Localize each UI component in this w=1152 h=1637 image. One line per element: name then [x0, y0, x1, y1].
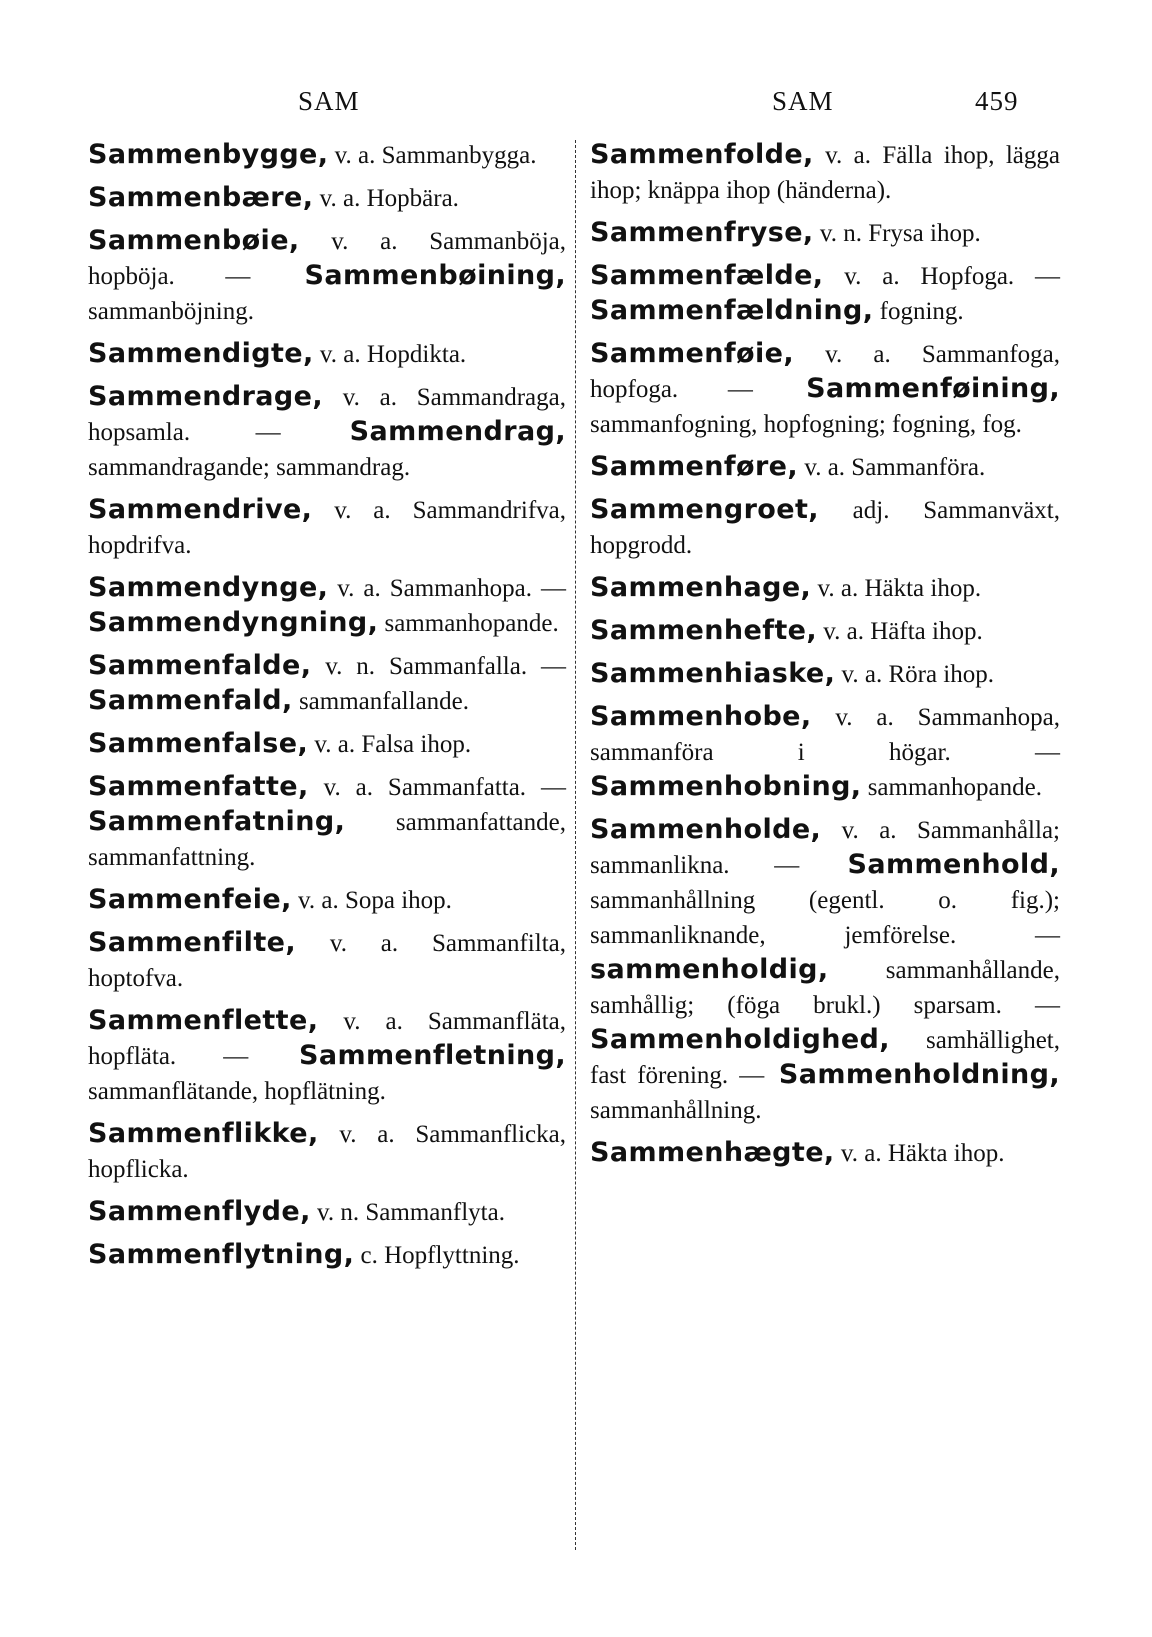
headword: Sammenfalse, — [88, 728, 309, 759]
headword: Sammenføining, — [752, 373, 1060, 404]
headword: Sammenfilte, — [88, 927, 296, 958]
headword: Sammenhobe, — [590, 701, 812, 732]
dictionary-entry — [590, 657, 1060, 692]
headword: Sammenbygge, — [88, 139, 329, 170]
dictionary-entry — [590, 700, 1060, 805]
headword: Sammenfolde, — [590, 139, 814, 170]
definition-text: v. a. Sammandrifva, hopdrifva. — [88, 497, 566, 559]
dictionary-entry — [88, 571, 566, 641]
dictionary-entry — [590, 614, 1060, 649]
dictionary-entry — [590, 138, 1060, 208]
dictionary-entry — [590, 571, 1060, 606]
definition-text: v. a. Röra ihop. — [835, 661, 994, 688]
headword: Sammenbøining, — [250, 260, 567, 291]
headword: Sammenføre, — [590, 451, 799, 482]
headword: Sammenhefte, — [590, 615, 818, 646]
headword: Sammendrive, — [88, 494, 313, 525]
headword: Sammenflyde, — [88, 1196, 311, 1227]
definition-text: fogning. — [873, 298, 964, 325]
dictionary-entry — [590, 1136, 1060, 1171]
definition-text: v. n. Frysa ihop. — [813, 220, 981, 247]
headword: Sammenføie, — [590, 338, 794, 369]
definition-text: c. Hopflyttning. — [354, 1242, 520, 1269]
dictionary-entry — [590, 493, 1060, 563]
dictionary-entry — [88, 1004, 566, 1109]
headword: Sammenbøie, — [88, 225, 300, 256]
definition-text: sammanflätande, hopflätning. — [88, 1078, 386, 1105]
definition-text: v. a. Sammanfilta, hoptofva. — [88, 930, 566, 992]
definition-text: sammanfogning, hopfogning; fogning, fog. — [590, 411, 1022, 438]
definition-text: v. a. Sammanfoga, hopfoga. — — [590, 341, 1060, 403]
definition-text: v. a. Fälla ihop, lägga ihop; knäppa ihop (händerna). — [590, 142, 1060, 204]
dictionary-entry — [88, 727, 566, 762]
headword: Sammendrag, — [280, 416, 566, 447]
definition-text: sammanhopande. — [861, 774, 1042, 801]
headword: Sammenholdning, — [764, 1059, 1061, 1090]
headword: Sammenfeie, — [88, 884, 292, 915]
dictionary-entry — [88, 138, 566, 173]
headword: Sammenholdighed, — [590, 1024, 890, 1055]
page-number: 459 — [975, 86, 1019, 116]
dictionary-entry — [590, 337, 1060, 442]
definition-text: v. a. Sammanböja, hopböja. — — [88, 228, 566, 290]
headword: Sammenhage, — [590, 572, 812, 603]
dictionary-entry — [590, 450, 1060, 485]
definition-text: v. a. Sammanbygga. — [328, 142, 537, 169]
dictionary-entry — [88, 224, 566, 329]
dictionary-entry — [88, 493, 566, 563]
dictionary-entry — [590, 216, 1060, 251]
dictionary-entry — [88, 1195, 566, 1230]
definition-text: sammanböjning. — [88, 298, 254, 325]
definition-text: v. a. Häkta ihop. — [811, 575, 982, 602]
dictionary-entry — [88, 181, 566, 216]
headword: Sammendyngning, — [88, 607, 379, 638]
definition-text: v. a. Häfta ihop. — [817, 618, 983, 645]
definition-text: v. a. Sammanhopa, sammanföra i högar. — — [590, 704, 1060, 766]
headword: Sammenfalde, — [88, 650, 312, 681]
dictionary-entry — [88, 926, 566, 996]
definition-text: v. a. Sammanfläta, hopfläta. — — [88, 1008, 566, 1070]
definition-text: sammanfallande. — [292, 688, 470, 715]
dictionary-entry — [88, 337, 566, 372]
definition-text: v. a. Hopbära. — [313, 185, 459, 212]
headword: Sammenfælde, — [590, 260, 824, 291]
headword: Sammenflette, — [88, 1005, 319, 1036]
headword: Sammendynge, — [88, 572, 329, 603]
headword: Sammenfald, — [88, 685, 293, 716]
definition-text: v. a. Sammanflicka, hopflicka. — [88, 1121, 566, 1183]
definition-text: sammandragande; sammandrag. — [88, 454, 411, 481]
headword: Sammenhobning, — [590, 771, 862, 802]
headword: Sammengroet, — [590, 494, 819, 525]
definition-text: v. n. Sammanflyta. — [310, 1199, 505, 1226]
headword: Sammenfældning, — [590, 295, 874, 326]
definition-text: v. a. Sammanhålla; sammanlikna. — — [590, 817, 1060, 879]
right-column — [590, 138, 1060, 1179]
headword: Sammenhægte, — [590, 1137, 835, 1168]
definition-text: sammanfattande, sammanfattning. — [88, 809, 566, 871]
definition-text: v. a. Häkta ihop. — [834, 1140, 1005, 1167]
dictionary-entry — [88, 649, 566, 719]
headword: Sammenfletning, — [248, 1040, 566, 1071]
definition-text: v. a. Hopdikta. — [313, 341, 467, 368]
definition-text: sammanhållning. — [590, 1097, 762, 1124]
left-column — [88, 138, 566, 1281]
column-divider — [575, 140, 576, 1550]
definition-text: sammanhållning (egentl. o. fig.); sammanliknande, jemförelse. — — [590, 887, 1060, 949]
definition-text: v. n. Sammanfalla. — — [311, 653, 566, 680]
dictionary-entry — [590, 259, 1060, 329]
definition-text: v. a. Hopfoga. — — [823, 263, 1060, 290]
dictionary-entry — [88, 770, 566, 875]
headword: Sammenfryse, — [590, 217, 814, 248]
headword: Sammenhiaske, — [590, 658, 836, 689]
definition-text: sammanhållande, samhållig; (föga brukl.) sparsam. — — [590, 957, 1060, 1019]
right-guide-word: SAM — [772, 86, 834, 116]
definition-text: adj. Sammanväxt, hopgrodd. — [590, 497, 1060, 559]
dictionary-entry — [88, 1238, 566, 1273]
definition-text: samhällighet, fast förening. — — [590, 1027, 1060, 1089]
headword: sammenholdig, — [590, 954, 829, 985]
definition-text: v. a. Sammanhopa. — — [328, 575, 566, 602]
headword: Sammenholde, — [590, 814, 822, 845]
headword: Sammenflytning, — [88, 1239, 355, 1270]
dictionary-entry — [88, 380, 566, 485]
definition-text: v. a. Sammandraga, hopsamla. — — [88, 384, 566, 446]
headword: Sammenfatning, — [88, 806, 346, 837]
dictionary-entry — [88, 1117, 566, 1187]
headword: Sammenfatte, — [88, 771, 309, 802]
definition-text: sammanhopande. — [378, 610, 559, 637]
definition-text: v. a. Sammanföra. — [798, 454, 986, 481]
headword: Sammenhold, — [799, 849, 1060, 880]
left-guide-word: SAM — [298, 86, 360, 116]
headword: Sammendigte, — [88, 338, 314, 369]
definition-text: v. a. Sammanfatta. — — [308, 774, 566, 801]
dictionary-entry — [590, 813, 1060, 1128]
headword: Sammendrage, — [88, 381, 324, 412]
definition-text: v. a. Sopa ihop. — [291, 887, 452, 914]
headword: Sammenflikke, — [88, 1118, 319, 1149]
headword: Sammenbære, — [88, 182, 314, 213]
dictionary-entry — [88, 883, 566, 918]
definition-text: v. a. Falsa ihop. — [308, 731, 472, 758]
